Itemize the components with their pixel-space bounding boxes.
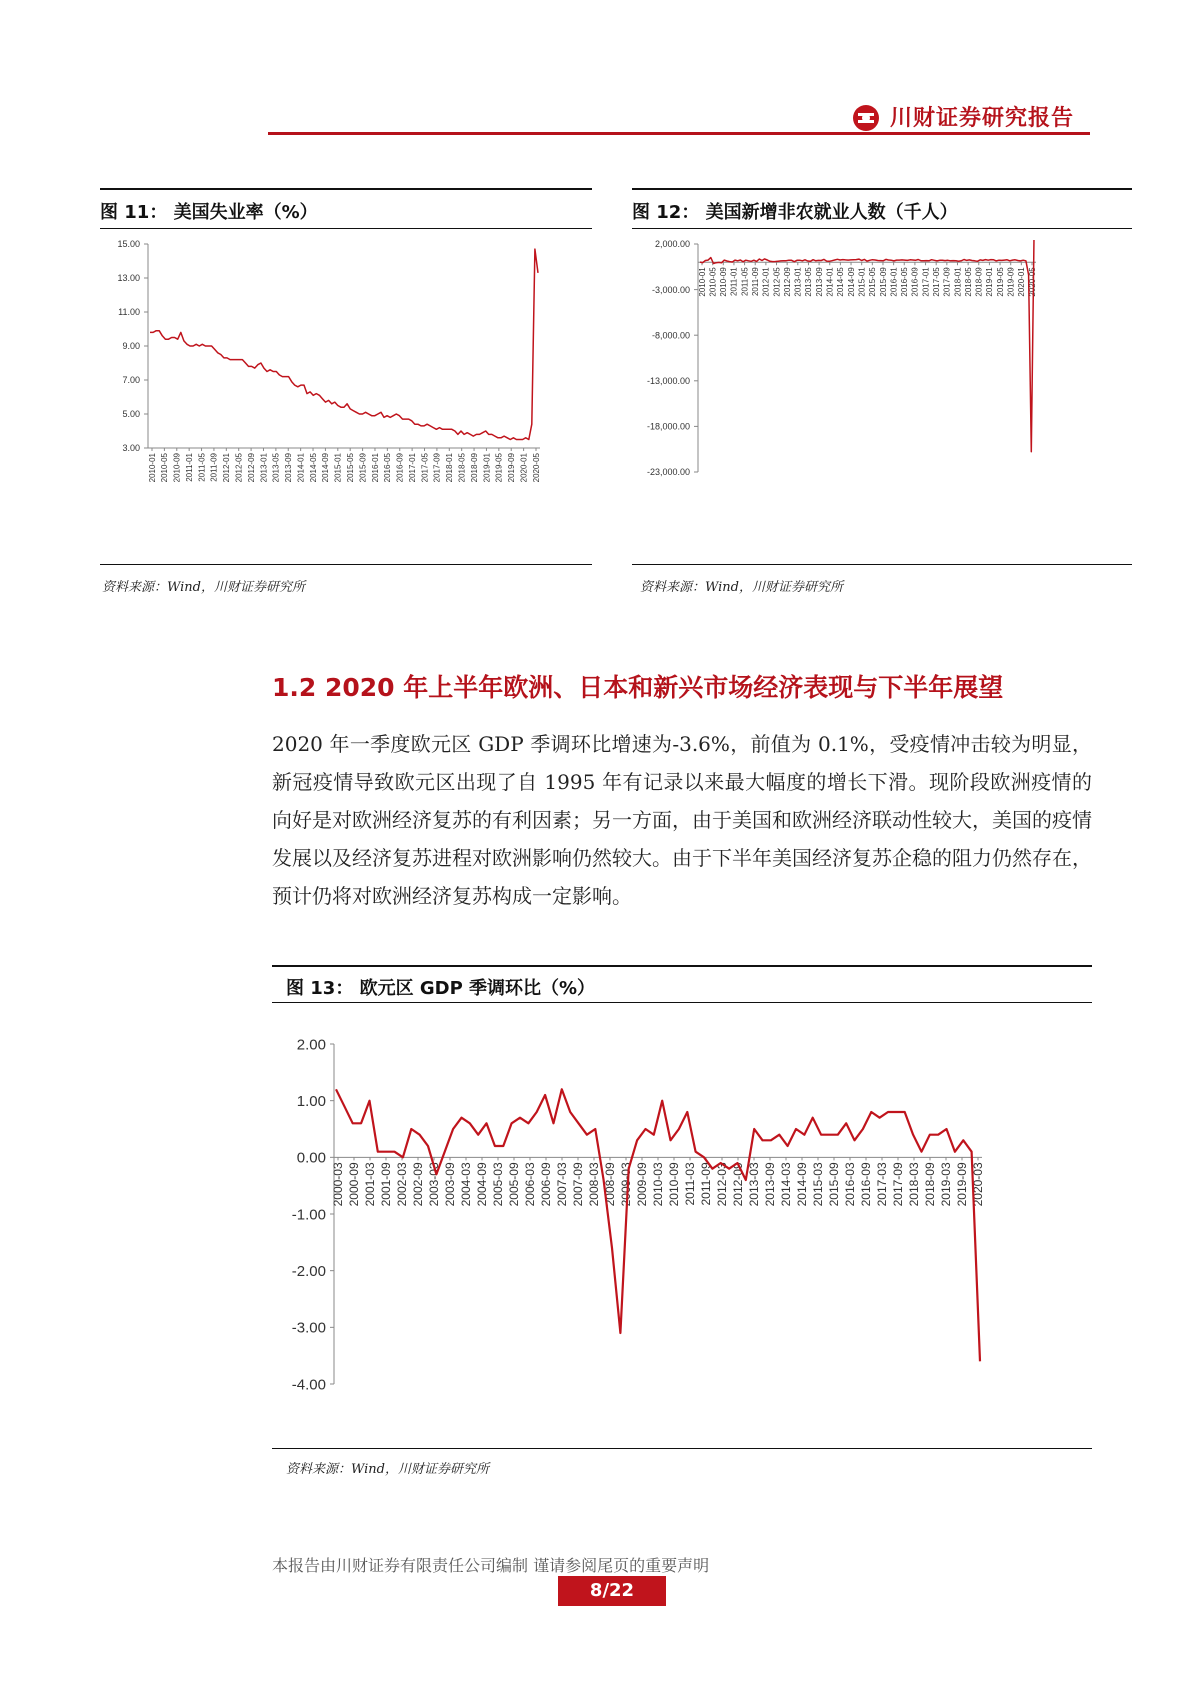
y-tick-label: 7.00 <box>122 375 140 386</box>
x-tick-label: 2005-09 <box>507 1162 522 1207</box>
x-tick-label: 2017-09 <box>891 1162 906 1207</box>
footer-disclaimer: 本报告由川财证券有限责任公司编制 谨请参阅尾页的重要声明 <box>272 1556 710 1575</box>
x-tick-label: 2013-01 <box>793 267 803 297</box>
x-tick-label: 2010-01 <box>147 453 157 483</box>
y-tick-label: 2,000.00 <box>654 240 690 250</box>
y-tick-label: -3,000.00 <box>651 284 690 295</box>
x-tick-label: 2015-01 <box>857 267 867 297</box>
x-tick-label: 2019-03 <box>939 1162 954 1207</box>
x-tick-label: 2014-03 <box>779 1162 794 1207</box>
x-tick-label: 2010-05 <box>708 267 718 297</box>
x-tick-label: 2020-05 <box>531 453 541 483</box>
x-tick-label: 2012-09 <box>731 1162 746 1207</box>
y-tick-label: 2.00 <box>296 1036 326 1054</box>
x-tick-label: 2012-09 <box>246 453 256 483</box>
y-tick-label: -1.00 <box>291 1206 326 1224</box>
series-line <box>336 1089 980 1361</box>
x-tick-label: 2015-05 <box>868 267 878 297</box>
x-tick-label: 2013-01 <box>259 453 269 483</box>
x-tick-label: 2017-01 <box>921 267 931 297</box>
x-tick-label: 2014-01 <box>825 267 835 297</box>
x-tick-label: 2020-01 <box>519 453 529 483</box>
x-tick-label: 2015-01 <box>333 453 343 483</box>
y-tick-label: 1.00 <box>296 1092 326 1110</box>
x-tick-label: 2012-05 <box>772 267 782 297</box>
x-tick-label: 2014-09 <box>321 453 331 483</box>
x-tick-label: 2009-03 <box>619 1162 634 1207</box>
x-tick-label: 2017-05 <box>931 267 941 297</box>
x-tick-label: 2013-09 <box>763 1162 778 1207</box>
x-tick-label: 2007-09 <box>571 1162 586 1207</box>
x-tick-label: 2016-09 <box>859 1162 874 1207</box>
y-tick-label: -2.00 <box>291 1262 326 1280</box>
x-tick-label: 2010-09 <box>667 1162 682 1207</box>
x-tick-label: 2017-01 <box>407 453 417 483</box>
fig13-top-rule <box>272 965 1092 967</box>
y-tick-label: 9.00 <box>122 341 140 352</box>
x-tick-label: 2001-09 <box>379 1162 394 1207</box>
fig11-source: 资料来源：Wind，川财证券研究所 <box>102 580 305 595</box>
x-tick-label: 2016-01 <box>889 267 899 297</box>
x-tick-label: 2003-09 <box>443 1162 458 1207</box>
x-tick-label: 2016-09 <box>910 267 920 297</box>
x-tick-label: 2004-09 <box>475 1162 490 1207</box>
x-tick-label: 2011-09 <box>209 453 219 482</box>
x-tick-label: 2010-05 <box>160 453 170 483</box>
fig11-bottom-rule <box>100 564 592 565</box>
x-tick-label: 2018-09 <box>974 267 984 297</box>
x-tick-label: 2011-01 <box>729 267 739 297</box>
y-tick-label: 11.00 <box>118 307 140 318</box>
report-header-title: 川财证券研究报告 <box>890 105 1075 131</box>
x-tick-label: 2017-05 <box>420 453 430 483</box>
x-tick-label: 2010-03 <box>651 1162 666 1207</box>
x-tick-label: 2016-05 <box>900 267 910 297</box>
y-tick-label: -18,000.00 <box>646 421 690 432</box>
x-tick-label: 2018-09 <box>469 453 479 483</box>
x-tick-label: 2018-05 <box>963 267 973 297</box>
x-tick-label: 2010-01 <box>697 267 707 297</box>
x-tick-label: 2012-03 <box>715 1162 730 1207</box>
fig11-title: 图 11： 美国失业率（%） <box>100 202 318 223</box>
y-tick-label: 0.00 <box>296 1149 326 1167</box>
x-tick-label: 2019-01 <box>985 267 995 297</box>
x-tick-label: 2020-03 <box>971 1162 986 1207</box>
x-tick-label: 2011-09 <box>699 1162 714 1206</box>
x-tick-label: 2011-03 <box>683 1162 698 1206</box>
y-tick-label: -8,000.00 <box>651 330 690 341</box>
fig12-title: 图 12： 美国新增非农就业人数（千人） <box>632 202 958 223</box>
fig12-bottom-rule <box>632 564 1132 565</box>
x-tick-label: 2012-01 <box>761 267 771 297</box>
fig13-source: 资料来源：Wind，川财证券研究所 <box>286 1462 489 1477</box>
x-tick-label: 2004-03 <box>459 1162 474 1207</box>
x-tick-label: 2015-09 <box>827 1162 842 1207</box>
x-tick-label: 2011-05 <box>197 453 207 482</box>
x-tick-label: 2018-09 <box>923 1162 938 1207</box>
section-paragraph: 2020 年一季度欧元区 GDP 季调环比增速为-3.6%，前值为 0.1%，受疫情冲击较为明显，新冠疫情导致欧元区出现了自 1995 年有记录以来最大幅度的增长下滑。现阶段欧洲疫情的向好是对欧洲经济复苏的有利因素；另一方面，由于美国和欧洲经济联动性较大，美国的疫情发展以及经济复苏进程对欧洲影响仍然较大。由于下半年美国经济复苏企稳的阻力仍然存在，预计仍将对欧洲经济复苏构成一定影响。 <box>272 732 1092 908</box>
x-tick-label: 2014-09 <box>846 267 856 297</box>
x-tick-label: 2008-03 <box>587 1162 602 1207</box>
x-tick-label: 2008-09 <box>603 1162 618 1207</box>
fig13-bottom-rule <box>272 1448 1092 1449</box>
x-tick-label: 2017-09 <box>942 267 952 297</box>
x-tick-label: 2000-09 <box>347 1162 362 1207</box>
x-tick-label: 2013-09 <box>814 267 824 297</box>
x-tick-label: 2017-03 <box>875 1162 890 1207</box>
x-tick-label: 2015-09 <box>358 453 368 483</box>
x-tick-label: 2018-03 <box>907 1162 922 1207</box>
x-tick-label: 2000-03 <box>331 1162 346 1207</box>
fig13-title: 图 13： 欧元区 GDP 季调环比（%） <box>286 978 596 999</box>
x-tick-label: 2010-09 <box>719 267 729 297</box>
y-tick-label: 13.00 <box>117 273 140 284</box>
x-tick-label: 2015-09 <box>878 267 888 297</box>
header-divider <box>268 132 1090 135</box>
eurozone-gdp-chart <box>272 1010 1092 1430</box>
x-tick-label: 2018-01 <box>953 267 963 297</box>
x-tick-label: 2003-03 <box>427 1162 442 1207</box>
x-tick-label: 2020-05 <box>1027 267 1037 297</box>
x-tick-label: 2012-09 <box>782 267 792 297</box>
fig11-title-rule <box>100 228 592 229</box>
x-tick-label: 2011-01 <box>184 453 194 482</box>
series-line <box>150 249 538 439</box>
x-tick-label: 2013-05 <box>271 453 281 483</box>
x-tick-label: 2016-09 <box>395 453 405 483</box>
x-tick-label: 2017-09 <box>432 453 442 483</box>
x-tick-label: 2016-03 <box>843 1162 858 1207</box>
x-tick-label: 2011-09 <box>751 267 761 297</box>
x-tick-label: 2006-09 <box>539 1162 554 1207</box>
x-tick-label: 2019-05 <box>494 453 504 483</box>
fig12-source: 资料来源：Wind，川财证券研究所 <box>640 580 843 595</box>
fig13-title-rule <box>272 1002 1092 1003</box>
x-tick-label: 2011-05 <box>740 267 750 297</box>
fig12-title-rule <box>632 228 1132 229</box>
x-tick-label: 2002-03 <box>395 1162 410 1207</box>
x-tick-label: 2019-09 <box>507 453 517 483</box>
x-tick-label: 2013-03 <box>747 1162 762 1207</box>
x-tick-label: 2009-09 <box>635 1162 650 1207</box>
company-logo-icon <box>852 104 880 132</box>
x-tick-label: 2016-01 <box>370 453 380 483</box>
x-tick-label: 2014-01 <box>296 453 306 483</box>
y-tick-label: 5.00 <box>122 409 140 420</box>
y-tick-label: -4.00 <box>291 1376 326 1394</box>
x-tick-label: 2013-05 <box>804 267 814 297</box>
x-tick-label: 2016-05 <box>383 453 393 483</box>
x-tick-label: 2019-01 <box>482 453 492 483</box>
x-tick-label: 2005-03 <box>491 1162 506 1207</box>
x-tick-label: 2002-09 <box>411 1162 426 1207</box>
x-tick-label: 2015-05 <box>345 453 355 483</box>
x-tick-label: 2018-01 <box>445 453 455 483</box>
y-tick-label: 15.00 <box>117 240 140 250</box>
x-tick-label: 2019-05 <box>995 267 1005 297</box>
x-tick-label: 2019-09 <box>1006 267 1016 297</box>
x-tick-label: 2014-05 <box>308 453 318 483</box>
x-tick-label: 2014-09 <box>795 1162 810 1207</box>
section-heading: 1.2 2020 年上半年欧洲、日本和新兴市场经济表现与下半年展望 <box>272 673 1004 702</box>
y-tick-label: -3.00 <box>291 1319 326 1337</box>
x-tick-label: 2001-03 <box>363 1162 378 1207</box>
fig12-top-rule <box>632 188 1132 190</box>
x-tick-label: 2014-05 <box>836 267 846 297</box>
nonfarm-payrolls-chart <box>632 240 1132 560</box>
y-tick-label: -23,000.00 <box>646 467 690 478</box>
x-tick-label: 2019-09 <box>955 1162 970 1207</box>
x-tick-label: 2018-05 <box>457 453 467 483</box>
x-tick-label: 2010-09 <box>172 453 182 483</box>
y-tick-label: -13,000.00 <box>646 375 690 386</box>
x-tick-label: 2013-09 <box>284 453 294 483</box>
x-tick-label: 2020-01 <box>1017 267 1027 297</box>
x-tick-label: 2012-01 <box>222 453 232 483</box>
page-number: 8/22 <box>558 1576 666 1606</box>
x-tick-label: 2007-03 <box>555 1162 570 1207</box>
x-tick-label: 2006-03 <box>523 1162 538 1207</box>
x-tick-label: 2012-05 <box>234 453 244 483</box>
y-tick-label: 3.00 <box>122 443 140 454</box>
fig11-top-rule <box>100 188 592 190</box>
unemployment-chart <box>100 240 592 560</box>
x-tick-label: 2015-03 <box>811 1162 826 1207</box>
